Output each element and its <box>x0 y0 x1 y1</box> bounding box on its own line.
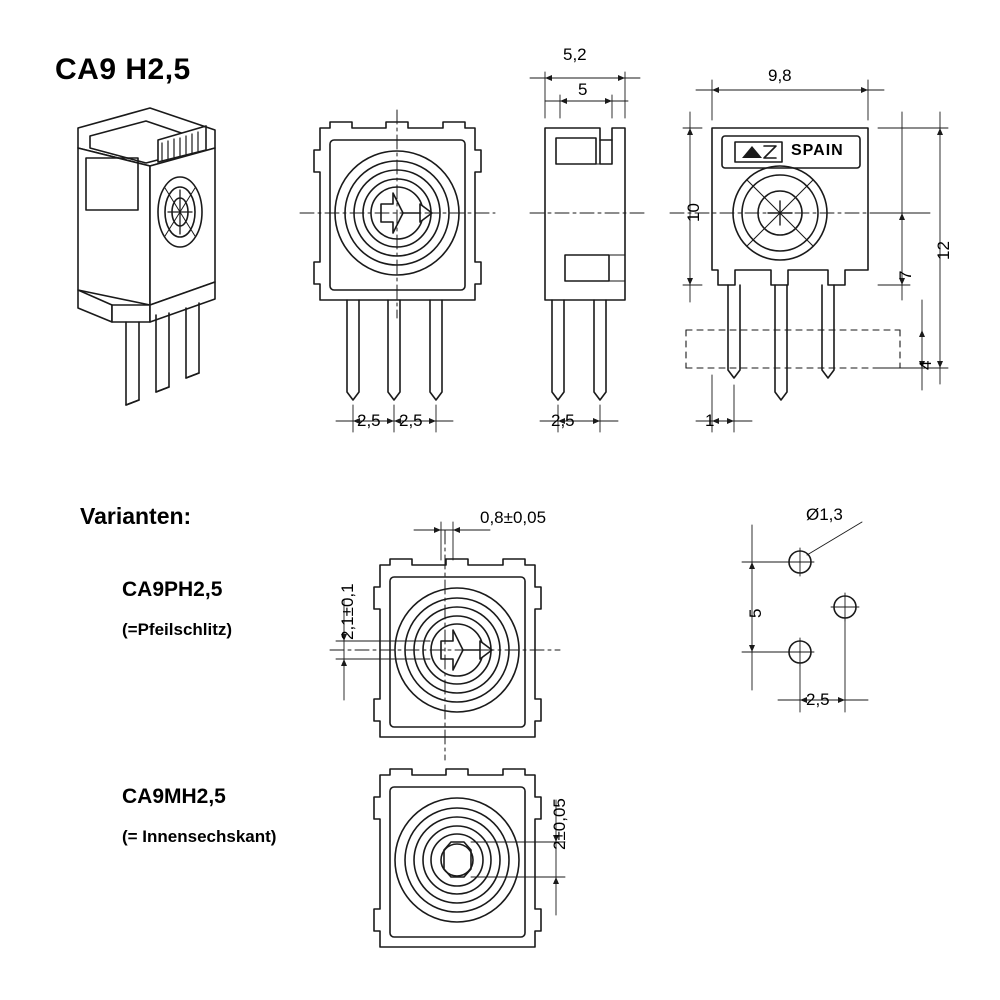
page-title: CA9 H2,5 <box>55 53 191 86</box>
dim-hole-diameter: Ø1,3 <box>806 505 843 524</box>
dim-top-width: 5,2 <box>563 45 587 64</box>
variant-label-ph: CA9PH2,5 <box>122 578 223 601</box>
front-view <box>670 80 948 432</box>
variants-heading: Varianten: <box>80 503 192 529</box>
variant-view-ph <box>330 522 560 760</box>
isometric-view <box>78 108 215 405</box>
dim-front-height-4: 4 <box>916 360 935 370</box>
dim-front-height-10: 10 <box>684 203 703 222</box>
variant-desc-mh: (= Innensechskant) <box>122 827 277 846</box>
dim-front-height-7: 7 <box>896 270 915 280</box>
dim-pad-spacing-v: 5 <box>746 608 765 618</box>
dim-hex-depth: 2±0,05 <box>550 798 569 850</box>
top-view <box>300 110 495 432</box>
side-view <box>530 72 645 432</box>
dim-front-height-12: 12 <box>934 241 953 260</box>
dim-pin-offset-1: 1 <box>705 411 715 430</box>
dim-front-width: 9,8 <box>768 66 792 85</box>
dim-side-pin-pitch: 2,5 <box>551 411 575 430</box>
dim-slot-depth: 2,1±0,1 <box>338 583 357 640</box>
dim-pin-pitch-left: 2,5 <box>357 411 381 430</box>
marking-origin: SPAIN <box>791 142 844 159</box>
dim-top-inner: 5 <box>578 80 588 99</box>
variant-label-mh: CA9MH2,5 <box>122 785 226 808</box>
dim-pad-spacing-h: 2,5 <box>806 690 830 709</box>
dim-slot-width: 0,8±0,05 <box>480 508 547 527</box>
dim-pin-pitch-right: 2,5 <box>399 411 423 430</box>
variant-view-mh <box>374 769 565 947</box>
variant-desc-ph: (=Pfeilschlitz) <box>122 620 233 639</box>
